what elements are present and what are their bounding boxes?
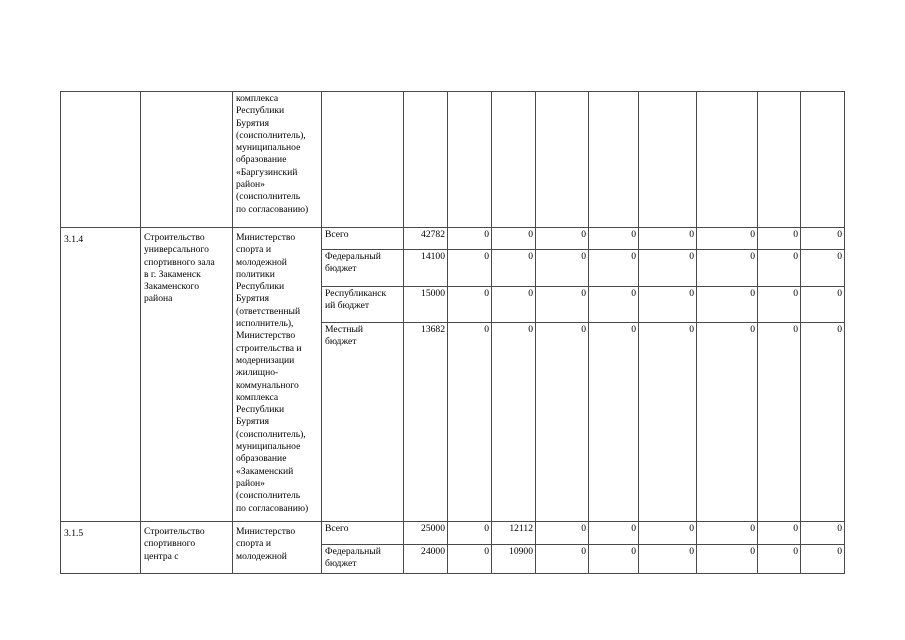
funding-source-cell: Республиканск ий бюджет: [322, 287, 404, 323]
value-cell: 0: [758, 287, 801, 323]
funding-source-cell: Федеральный бюджет: [322, 250, 404, 287]
value-cell: 0: [589, 228, 639, 250]
value-cell: 0: [448, 287, 492, 323]
value-cell: 24000: [404, 545, 448, 574]
value-cell: 0: [448, 545, 492, 574]
item-number-cell: 3.1.4: [61, 228, 141, 522]
value-cell: 0: [492, 250, 536, 287]
value-cell: [589, 92, 639, 228]
item-name-cell: Строительство спортивного центра с: [141, 522, 233, 574]
value-cell: 0: [801, 323, 845, 522]
funding-source-cell: Федеральный бюджет: [322, 545, 404, 574]
value-cell: 0: [801, 250, 845, 287]
value-cell: 0: [589, 545, 639, 574]
value-cell: 0: [448, 250, 492, 287]
value-cell: 0: [492, 228, 536, 250]
value-cell: 0: [758, 323, 801, 522]
funding-source-cell: Местный бюджет: [322, 323, 404, 522]
value-cell: 12112: [492, 522, 536, 545]
value-cell: 14100: [404, 250, 448, 287]
table-row: [61, 522, 845, 545]
value-cell: 0: [639, 228, 697, 250]
value-cell: 0: [492, 323, 536, 522]
table-row: [61, 92, 845, 228]
value-cell: 0: [697, 287, 758, 323]
value-cell: 0: [758, 228, 801, 250]
value-cell: 42782: [404, 228, 448, 250]
value-cell: 0: [697, 545, 758, 574]
value-cell: 0: [639, 287, 697, 323]
value-cell: 0: [589, 522, 639, 545]
executor-cell: комплекса Республики Бурятия (соисполнитель), муниципальное образование «Баргузинский район» (соисполнитель по согласованию): [233, 92, 322, 228]
value-cell: 0: [801, 522, 845, 545]
value-cell: 0: [448, 522, 492, 545]
value-cell: 13682: [404, 323, 448, 522]
value-cell: [536, 92, 589, 228]
value-cell: [801, 92, 845, 228]
value-cell: 0: [536, 545, 589, 574]
executor-cell: Министерство спорта и молодежной политики Республики Бурятия (ответственный исполнитель), Министерство строительства и модернизации жилищно- коммунального комплекса Республики Бурятия (соисполнитель), муниципальное образование «Закаменский район» (соисполнитель по согласованию): [233, 228, 322, 522]
value-cell: [639, 92, 697, 228]
value-cell: 0: [536, 522, 589, 545]
value-cell: 0: [639, 250, 697, 287]
value-cell: 0: [536, 287, 589, 323]
item-name-cell: Строительство универсального спортивного зала в г. Закаменск Закаменского района: [141, 228, 233, 522]
value-cell: 0: [536, 250, 589, 287]
value-cell: 0: [589, 323, 639, 522]
value-cell: [492, 92, 536, 228]
value-cell: 0: [639, 323, 697, 522]
item-name-cell: [141, 92, 233, 228]
funding-source-cell: Всего: [322, 228, 404, 250]
value-cell: 0: [448, 323, 492, 522]
value-cell: 0: [758, 545, 801, 574]
funding-source-cell: Всего: [322, 522, 404, 545]
value-cell: [404, 92, 448, 228]
value-cell: 10900: [492, 545, 536, 574]
executor-cell: Министерство спорта и молодежной: [233, 522, 322, 574]
value-cell: [448, 92, 492, 228]
value-cell: 0: [758, 250, 801, 287]
value-cell: 25000: [404, 522, 448, 545]
value-cell: 0: [492, 287, 536, 323]
value-cell: 0: [697, 228, 758, 250]
value-cell: 0: [697, 522, 758, 545]
value-cell: 0: [801, 228, 845, 250]
value-cell: 0: [536, 228, 589, 250]
budget-table: [60, 91, 845, 574]
value-cell: 15000: [404, 287, 448, 323]
value-cell: 0: [697, 250, 758, 287]
value-cell: [697, 92, 758, 228]
item-number-cell: 3.1.5: [61, 522, 141, 574]
value-cell: 0: [697, 323, 758, 522]
value-cell: 0: [536, 323, 589, 522]
value-cell: 0: [639, 545, 697, 574]
value-cell: [758, 92, 801, 228]
value-cell: 0: [589, 250, 639, 287]
value-cell: 0: [639, 522, 697, 545]
funding-source-cell: [322, 92, 404, 228]
value-cell: 0: [801, 545, 845, 574]
value-cell: 0: [801, 287, 845, 323]
item-number-cell: [61, 92, 141, 228]
value-cell: 0: [758, 522, 801, 545]
value-cell: 0: [448, 228, 492, 250]
table-row: [61, 228, 845, 250]
value-cell: 0: [589, 287, 639, 323]
